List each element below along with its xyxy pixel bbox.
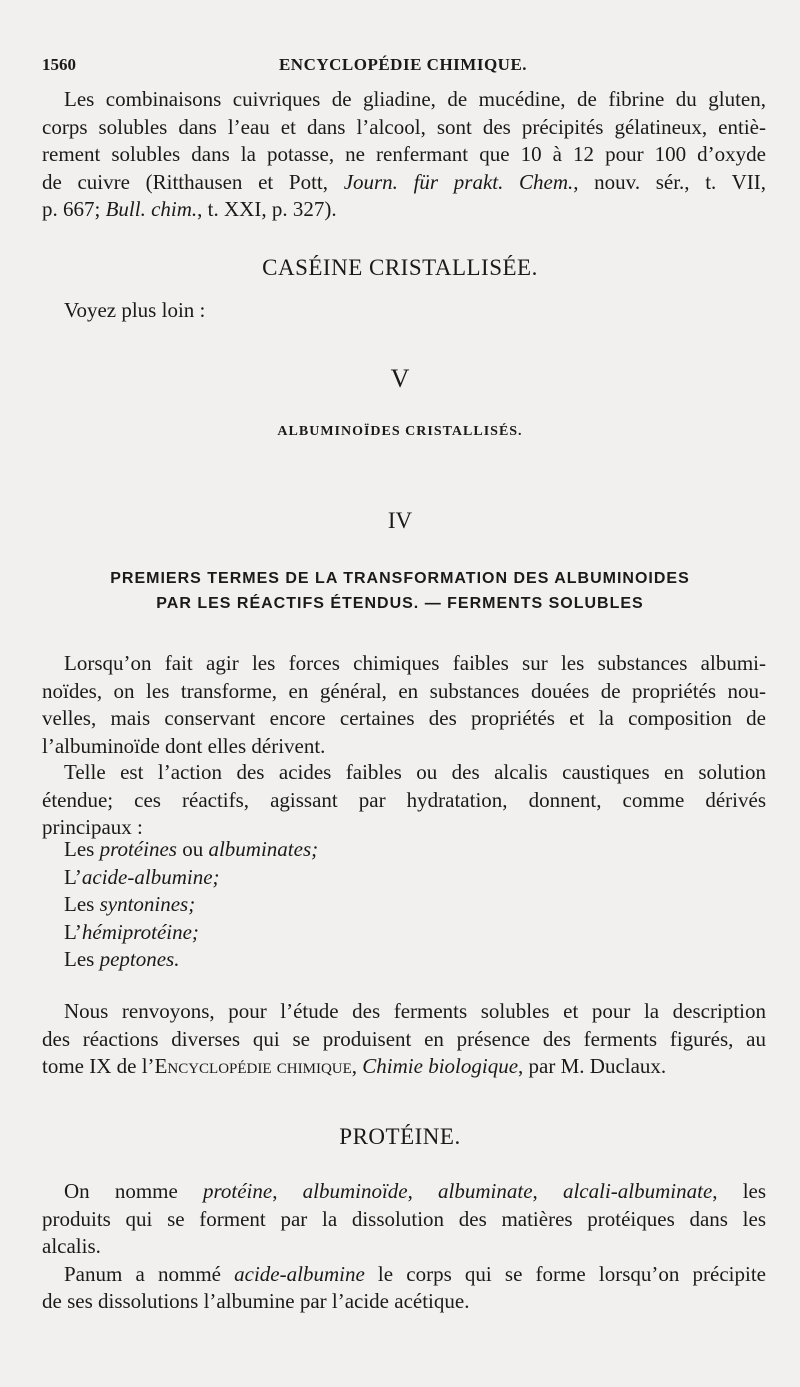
text-line: Lorsqu’on fait agir les forces chimiques faibles sur les substances albumi- bbox=[64, 651, 766, 675]
list-item: L’acide-albumine; bbox=[64, 864, 220, 889]
volume-title: Chimie biologique bbox=[362, 1054, 519, 1078]
paragraph-forces-chimiques bbox=[42, 650, 766, 760]
intro-paragraph bbox=[42, 86, 766, 224]
paragraph-acides-faibles bbox=[42, 759, 766, 842]
text-line: des réactions diverses qui se produisent en présence des ferments figurés, au bbox=[42, 1026, 766, 1051]
heading-caseine: CASÉINE CRISTALLISÉE. bbox=[262, 255, 538, 280]
derivatives-list bbox=[42, 836, 766, 974]
paragraph-renvoyons bbox=[42, 998, 766, 1081]
running-header bbox=[42, 55, 764, 79]
text-line: de ses dissolutions l’albumine par l’acide acétique. bbox=[42, 1289, 470, 1313]
encyclopedie-reference: Encyclopédie chimique bbox=[154, 1054, 352, 1078]
text-line: produits qui se forment par la dissolution des matières protéiques dans les bbox=[42, 1206, 766, 1231]
text-line: de cuivre (Ritthausen et Pott, Journ. für prakt. Chem., nouv. sér., t. VII, bbox=[42, 169, 766, 194]
journal-title: Journ. für prakt. Chem. bbox=[343, 169, 574, 194]
heading-premiers-termes-l2: PAR LES RÉACTIFS ÉTENDUS. — FERMENTS SOLUBLES bbox=[156, 595, 644, 612]
text-line: principaux : bbox=[42, 815, 143, 839]
text-line: corps solubles dans l’eau et dans l’alcool, sont des précipités gélatineux, entiè- bbox=[42, 114, 766, 139]
list-item: L’hémiprotéine; bbox=[64, 919, 199, 944]
text-line: Panum a nommé acide-albumine le corps qui se forme lorsqu’on précipite bbox=[64, 1261, 766, 1286]
text-line: tome IX de l’Encyclopédie chimique, Chimie biologique, par M. Duclaux. bbox=[42, 1054, 667, 1078]
heading-premiers-termes-l1: PREMIERS TERMES DE LA TRANSFORMATION DES ALBUMINOIDES bbox=[110, 570, 690, 587]
text-line: alcalis. bbox=[42, 1234, 101, 1258]
text-line: Telle est l’action des acides faibles ou des alcalis caustiques en solution bbox=[64, 760, 766, 784]
text-line: rement solubles dans la potasse, ne renfermant que 10 à 12 pour 100 d’oxyde bbox=[42, 142, 766, 166]
heading-albuminoides-cristallises: ALBUMINOÏDES CRISTALLISÉS. bbox=[277, 424, 523, 439]
section-numeral-iv: IV bbox=[387, 508, 413, 533]
caseine-paragraph bbox=[42, 297, 766, 325]
text-line: l’albuminoïde dont elles dérivent. bbox=[42, 733, 326, 758]
text-line: velles, mais conservant encore certaines des propriétés et la composition de bbox=[42, 706, 766, 730]
list-item: Les peptones. bbox=[64, 947, 180, 971]
heading-proteine: PROTÉINE. bbox=[339, 1124, 461, 1149]
text-line: étendue; ces réactifs, agissant par hydratation, donnent, comme dérivés bbox=[42, 787, 766, 812]
journal-title: Bull. chim. bbox=[105, 197, 198, 221]
page-number: 1560 bbox=[42, 55, 76, 74]
text-line: On nomme protéine, albuminoïde, albuminate, alcali-albuminate, les bbox=[64, 1179, 767, 1203]
list-item: Les protéines ou albuminates; bbox=[64, 837, 319, 861]
text-line: noïdes, on les transforme, en général, en substances douées de propriétés nou- bbox=[42, 678, 766, 703]
text-line: Voyez plus loin : bbox=[64, 298, 206, 322]
section-numeral-v: V bbox=[390, 364, 410, 393]
text-line: Les combinaisons cuivriques de gliadine, de mucédine, de fibrine du gluten, bbox=[64, 87, 766, 111]
running-title: ENCYCLOPÉDIE CHIMIQUE. bbox=[278, 55, 528, 74]
paragraph-proteine bbox=[42, 1178, 766, 1316]
text-line: Nous renvoyons, pour l’étude des ferments solubles et pour la description bbox=[64, 999, 766, 1023]
list-item: Les syntonines; bbox=[64, 892, 196, 916]
text-line: p. 667; Bull. chim., t. XXI, p. 327). bbox=[42, 197, 337, 221]
